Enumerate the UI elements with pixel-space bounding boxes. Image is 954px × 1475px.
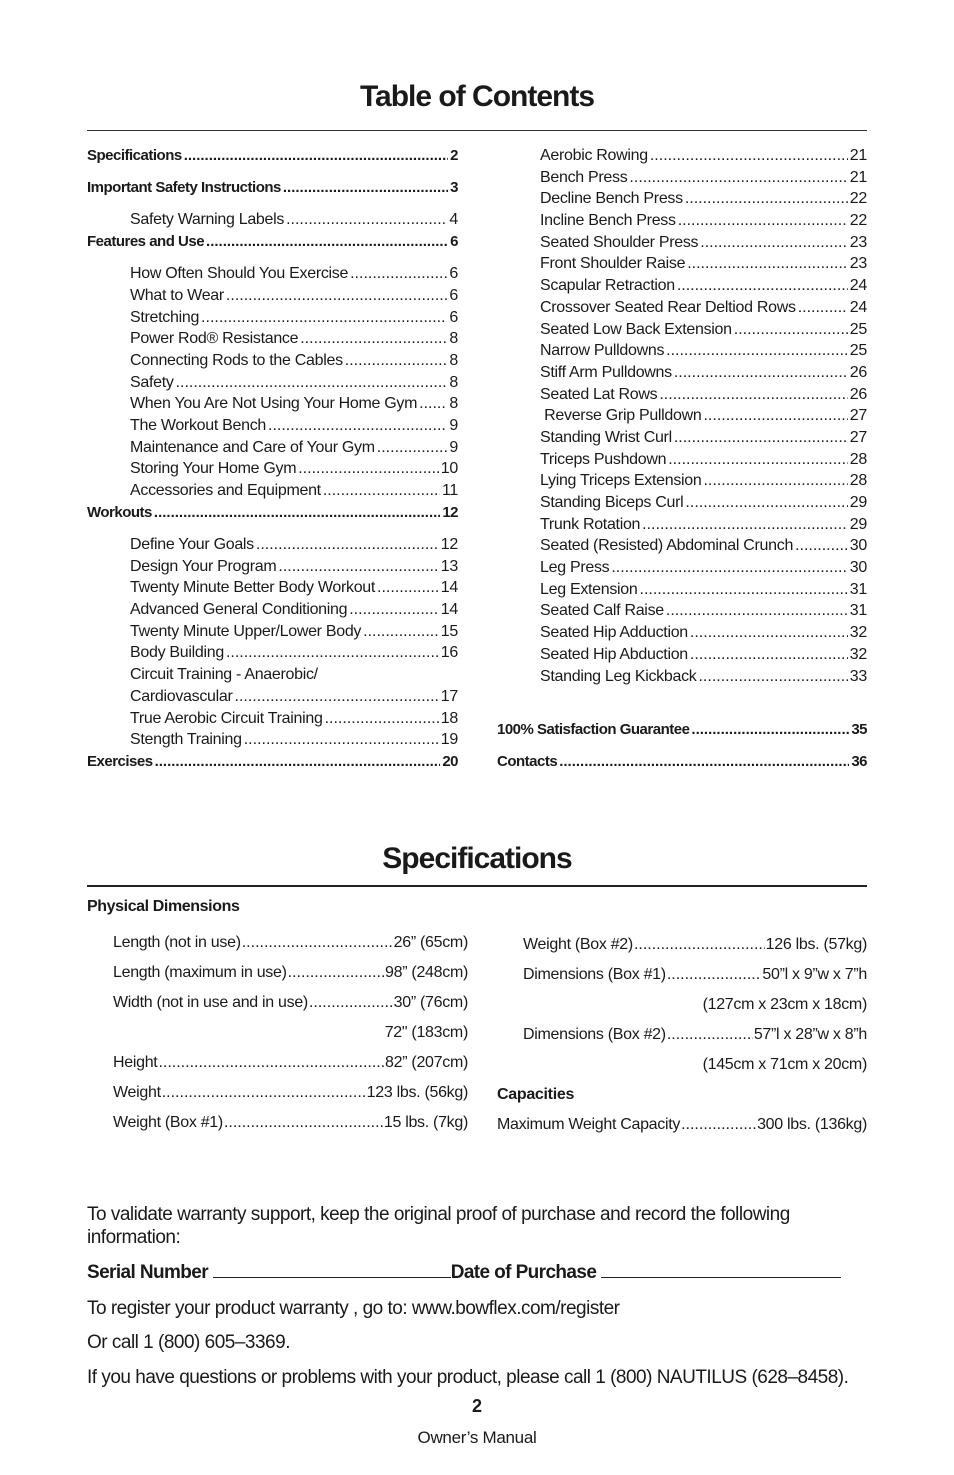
toc-entry[interactable] <box>87 415 458 437</box>
toc-leader-dots <box>419 393 447 415</box>
toc-entry-label: Reverse Grip Pulldown <box>540 407 702 425</box>
toc-entry-label: Leg Press <box>540 559 610 577</box>
spec-row <box>497 960 867 990</box>
toc-entry-label: Exercises <box>87 752 153 770</box>
toc-entry-page: 31 <box>849 580 867 598</box>
toc-entry[interactable] <box>497 492 867 514</box>
toc-leader-dots <box>690 622 848 644</box>
toc-entry-label: 100% Satisfaction Guarantee <box>497 721 690 739</box>
toc-entry-label: Storing Your Home Gym <box>130 460 297 478</box>
toc-leader-dots <box>206 231 448 253</box>
toc-entry-label: Standing Wrist Curl <box>540 428 672 446</box>
toc-entry[interactable] <box>87 556 458 578</box>
toc-entry[interactable] <box>497 751 867 773</box>
toc-leader-dots <box>666 340 848 362</box>
toc-entry-label: Scapular Retraction <box>540 277 675 295</box>
toc-leader-dots <box>690 644 848 666</box>
toc-entry[interactable] <box>497 145 867 167</box>
toc-entry-label: Maintenance and Care of Your Gym <box>130 438 375 456</box>
toc-entry[interactable] <box>497 384 867 406</box>
toc-entry[interactable] <box>87 177 458 199</box>
toc-leader-dots <box>298 458 439 480</box>
toc-entry[interactable] <box>87 372 458 394</box>
toc-leader-dots <box>691 719 849 741</box>
spec-value: 123 lbs. (56kg) <box>366 1084 468 1101</box>
toc-entry-label: Circuit Training - Anaerobic/ <box>130 666 318 684</box>
toc-entry-page: 8 <box>449 352 458 369</box>
toc-entry[interactable] <box>497 644 867 666</box>
spec-row <box>497 1050 867 1080</box>
spec-value: 50”l x 9”w x 7”h <box>762 966 867 983</box>
spec-leader-dots <box>309 988 393 1018</box>
toc-entry-label: When You Are Not Using Your Home Gym <box>130 395 418 413</box>
toc-entry-page: 9 <box>449 438 458 456</box>
toc-entry-page: 11 <box>441 482 458 500</box>
toc-leader-dots <box>201 307 447 329</box>
spec-row <box>497 930 867 960</box>
toc-leader-dots <box>377 577 439 599</box>
toc-entry[interactable] <box>87 708 458 730</box>
toc-leader-dots <box>668 449 848 471</box>
toc-entry[interactable] <box>497 579 867 601</box>
spec-leader-dots <box>224 1108 383 1138</box>
toc-entry-label: Seated Hip Adduction <box>540 624 688 642</box>
toc-entry-page: 6 <box>449 265 458 283</box>
toc-entry-label: Contacts <box>497 753 558 771</box>
spec-leader-dots <box>634 930 765 960</box>
toc-entry-label: Accessories and Equipment <box>130 482 321 500</box>
toc-entry-page: 9 <box>449 417 458 435</box>
toc-entry-page: 26 <box>849 363 867 381</box>
spec-leader-dots <box>288 958 384 988</box>
toc-entry-label: Body Building <box>130 644 224 662</box>
toc-entry-page: 16 <box>440 644 458 662</box>
specs-left-column <box>113 928 468 1138</box>
toc-leader-dots <box>268 415 447 437</box>
spec-leader-dots <box>242 928 393 958</box>
toc-entry[interactable] <box>87 577 458 599</box>
toc-leader-dots <box>283 177 448 199</box>
toc-entry[interactable] <box>87 480 458 502</box>
spec-row <box>113 1108 468 1138</box>
toc-entry[interactable] <box>497 600 867 622</box>
toc-entry[interactable] <box>497 340 867 362</box>
toc-entry-label: Seated Hip Abduction <box>540 645 688 663</box>
toc-entry-label: Seated Shoulder Press <box>540 233 699 251</box>
serial-date-line <box>87 1262 841 1284</box>
toc-leader-dots <box>700 232 848 254</box>
toc-entry-page: 4 <box>449 211 458 229</box>
toc-spacer <box>497 741 867 752</box>
date-of-purchase-label: Date of Purchase <box>450 1262 597 1283</box>
toc-entry[interactable] <box>87 393 458 415</box>
toc-entry[interactable] <box>87 599 458 621</box>
toc-entry-label: Features and Use <box>87 233 205 251</box>
toc-entry-page: 12 <box>442 503 458 521</box>
spec-row <box>113 958 468 988</box>
toc-entry-label: What to Wear <box>130 286 224 304</box>
toc-entry-label: Define Your Goals <box>130 536 254 553</box>
toc-entry-page: 26 <box>849 385 867 403</box>
spec-label: Width (not in use and in use) <box>113 994 308 1011</box>
spec-row <box>113 1078 468 1108</box>
spec-row <box>113 1048 468 1078</box>
toc-leader-dots <box>798 297 848 319</box>
spec-value: 57”l x 28”w x 8”h <box>753 1026 867 1043</box>
toc-leader-dots <box>703 470 847 492</box>
toc-leader-dots <box>678 210 848 232</box>
toc-leader-dots <box>666 600 848 622</box>
toc-entry[interactable] <box>497 253 867 275</box>
spec-leader-dots <box>667 1020 753 1050</box>
toc-entry[interactable] <box>87 437 458 459</box>
page-number: 2 <box>471 1396 482 1416</box>
toc-entry-page: 20 <box>442 752 458 770</box>
toc-entry-page: 29 <box>849 494 867 511</box>
toc-entry-page: 23 <box>849 255 867 273</box>
toc-entry-label: Safety Warning Labels <box>130 211 285 229</box>
specs-title: Specifications <box>382 842 572 875</box>
warranty-intro: To validate warranty support, keep the original proof of purchase and record the following information: <box>87 1204 790 1248</box>
toc-leader-dots <box>685 188 848 210</box>
toc-entry-label: Leg Extension <box>540 580 638 598</box>
toc-leader-dots <box>795 535 848 557</box>
toc-entry[interactable] <box>497 557 867 579</box>
spec-leader-dots <box>667 960 762 990</box>
capacities-heading: Capacities <box>497 1086 575 1103</box>
toc-leader-dots <box>703 405 847 427</box>
toc-leader-dots <box>155 751 441 773</box>
toc-entry[interactable] <box>87 263 458 285</box>
toc-entry-label: Twenty Minute Better Body Workout <box>130 579 376 597</box>
toc-entry-label: Twenty Minute Upper/Lower Body <box>130 622 362 640</box>
toc-leader-dots <box>640 579 848 601</box>
toc-entry-label: Advanced General Conditioning <box>130 601 348 619</box>
toc-entry[interactable] <box>497 666 867 688</box>
toc-entry-page: 14 <box>440 579 458 597</box>
toc-leader-dots <box>677 275 848 297</box>
toc-leader-dots <box>278 556 438 578</box>
toc-entry-label: Safety <box>130 373 174 391</box>
specs-rule <box>87 885 867 887</box>
toc-leader-dots <box>154 502 440 524</box>
spec-row <box>113 988 468 1018</box>
toc-entry-label: Standing Biceps Curl <box>540 494 684 511</box>
toc-entry-page: 8 <box>449 395 458 413</box>
toc-leader-dots <box>325 708 439 730</box>
footer-text: Owner’s Manual <box>417 1428 537 1447</box>
toc-entry-page: 27 <box>849 428 867 446</box>
spec-value: 30” (76cm) <box>393 994 468 1011</box>
toc-entry-page: 17 <box>440 687 458 705</box>
toc-leader-dots <box>256 534 439 556</box>
toc-entry-label: Workouts <box>87 503 152 521</box>
toc-entry-label: Connecting Rods to the Cables <box>130 352 343 369</box>
toc-entry[interactable] <box>497 427 867 449</box>
spec-value: 15 lbs. (7kg) <box>383 1114 468 1131</box>
toc-entry[interactable] <box>87 502 458 524</box>
spec-label: Weight (Box #1) <box>113 1114 223 1131</box>
toc-entry-label: Decline Bench Press <box>540 190 683 208</box>
toc-entry-label: True Aerobic Circuit Training <box>130 709 323 727</box>
toc-entry[interactable] <box>87 285 458 307</box>
toc-leader-dots <box>350 263 447 285</box>
toc-entry[interactable] <box>87 686 458 708</box>
toc-entry-page: 28 <box>849 472 867 490</box>
toc-entry-label: Standing Leg Kickback <box>540 667 697 685</box>
toc-leader-dots <box>377 437 448 459</box>
spec-label: Weight <box>113 1084 161 1101</box>
toc-leader-dots <box>226 285 447 307</box>
spec-leader-dots <box>162 1078 366 1108</box>
toc-spacer <box>87 524 458 535</box>
toc-entry-label: The Workout Bench <box>130 417 267 435</box>
toc-spacer <box>87 167 458 178</box>
questions-text: If you have questions or problems with your product, please call 1 (800) NAUTILUS (628–8458). <box>87 1367 849 1388</box>
toc-entry[interactable] <box>87 145 458 167</box>
toc-leader-dots <box>286 209 447 231</box>
toc-leader-dots <box>734 319 848 341</box>
toc-entry-label: Important Safety Instructions <box>87 179 281 197</box>
spec-value: 82” (207cm) <box>385 1054 468 1071</box>
toc-entry-page: 6 <box>449 308 458 326</box>
toc-leader-dots <box>611 557 847 579</box>
spec-value: 98” (248cm) <box>385 964 468 981</box>
spec-value: 26” (65cm) <box>393 934 468 951</box>
toc-title: Table of Contents <box>359 80 595 113</box>
toc-entry-label: Triceps Pushdown <box>540 450 667 468</box>
toc-entry-label: Stiff Arm Pulldowns <box>540 363 672 381</box>
toc-entry-label: Front Shoulder Raise <box>540 255 686 273</box>
spec-value: 300 lbs. (136kg) <box>757 1116 867 1133</box>
register-text: To register your product warranty , go to: www.bowflex.com/register <box>87 1298 620 1319</box>
toc-entry[interactable] <box>87 729 458 751</box>
toc-entry-page: 10 <box>440 460 458 478</box>
toc-left-column <box>87 145 458 773</box>
date-of-purchase-blank <box>601 1263 841 1278</box>
spec-leader-dots <box>158 1048 384 1078</box>
toc-leader-dots <box>345 350 448 372</box>
spec-value: 72" (183cm) <box>384 1024 468 1041</box>
toc-entry-page: 24 <box>849 298 867 316</box>
toc-entry-page: 24 <box>849 277 867 295</box>
toc-entry[interactable] <box>497 535 867 557</box>
toc-entry-page: 30 <box>849 559 867 577</box>
toc-entry[interactable] <box>87 621 458 643</box>
spec-label: Dimensions (Box #2) <box>523 1026 666 1043</box>
toc-leader-dots <box>349 599 439 621</box>
manual-page <box>87 0 867 1475</box>
toc-entry[interactable] <box>497 210 867 232</box>
toc-entry-label: Specifications <box>87 147 182 164</box>
toc-entry-page: 22 <box>849 190 867 208</box>
toc-entry-page: 8 <box>449 373 458 391</box>
toc-entry-page: 18 <box>440 709 458 727</box>
toc-leader-dots <box>363 621 439 643</box>
toc-entry[interactable] <box>497 622 867 644</box>
toc-entry-label: How Often Should You Exercise <box>130 265 349 283</box>
toc-entry-page: 6 <box>449 286 458 304</box>
toc-entry[interactable] <box>87 231 458 253</box>
toc-entry-label: Incline Bench Press <box>540 212 676 230</box>
toc-entry-label: Seated (Resisted) Abdominal Crunch <box>540 537 794 555</box>
toc-entry[interactable] <box>497 470 867 492</box>
serial-number-blank <box>213 1263 451 1278</box>
spec-value: (127cm x 23cm x 18cm) <box>702 996 867 1013</box>
spec-row <box>113 928 468 958</box>
toc-entry[interactable] <box>87 458 458 480</box>
toc-entry[interactable] <box>497 362 867 384</box>
spec-label: Dimensions (Box #1) <box>523 966 666 983</box>
toc-entry-page: 35 <box>851 721 867 739</box>
toc-entry[interactable] <box>497 719 867 741</box>
toc-leader-dots <box>629 167 847 189</box>
toc-leader-dots <box>300 328 447 350</box>
toc-entry-label: Bench Press <box>540 168 628 186</box>
toc-leader-dots <box>685 492 847 514</box>
toc-entry-page: 29 <box>849 515 867 533</box>
toc-entry[interactable] <box>87 350 458 372</box>
toc-entry-page: 31 <box>849 602 867 620</box>
toc-entry-label: Power Rod® Resistance <box>130 330 299 348</box>
toc-entry[interactable] <box>87 534 458 556</box>
toc-entry-page: 22 <box>849 212 867 230</box>
toc-rule <box>87 130 867 131</box>
toc-entry[interactable] <box>497 188 867 210</box>
toc-leader-dots <box>235 686 439 708</box>
toc-entry-page: 25 <box>849 342 867 360</box>
toc-entry-label: Stretching <box>130 308 200 326</box>
toc-leader-dots <box>176 372 448 394</box>
toc-entry-page: 21 <box>849 168 867 186</box>
toc-entry[interactable] <box>497 275 867 297</box>
spec-row <box>497 1110 867 1140</box>
toc-leader-dots <box>323 480 440 502</box>
toc-entry-page: 15 <box>440 622 458 640</box>
toc-entry-page: 19 <box>440 731 458 749</box>
toc-entry[interactable] <box>497 297 867 319</box>
toc-entry-page: 21 <box>849 147 867 164</box>
toc-entry-page: 36 <box>851 753 867 771</box>
toc-entry[interactable] <box>497 514 867 536</box>
toc-entry-label: Design Your Program <box>130 557 277 575</box>
spec-label: Length (maximum in use) <box>113 964 287 981</box>
toc-entry-page: 27 <box>849 407 867 425</box>
spec-row <box>497 990 867 1020</box>
toc-entry[interactable] <box>87 328 458 350</box>
toc-leader-dots <box>226 642 439 664</box>
spec-leader-dots <box>681 1110 756 1140</box>
toc-entry[interactable] <box>87 642 458 664</box>
toc-entry-label: Seated Low Back Extension <box>540 320 732 338</box>
toc-entry[interactable] <box>87 307 458 329</box>
toc-spacer <box>497 687 867 719</box>
toc-leader-dots <box>674 427 848 449</box>
toc-leader-dots <box>687 253 848 275</box>
toc-entry-page: 12 <box>440 536 458 553</box>
toc-leader-dots <box>698 666 847 688</box>
spec-label: Maximum Weight Capacity <box>497 1116 681 1133</box>
toc-entry-label: Crossover Seated Rear Deltiod Rows <box>540 298 796 316</box>
spec-label: Height <box>113 1054 158 1071</box>
toc-entry-page: 25 <box>849 320 867 338</box>
toc-entry[interactable] <box>497 167 867 189</box>
toc-entry-label: Seated Lat Rows <box>540 385 658 403</box>
toc-entry-page: 23 <box>849 233 867 251</box>
toc-entry-page: 32 <box>849 624 867 642</box>
toc-leader-dots <box>642 514 848 536</box>
toc-entry-page: 14 <box>440 601 458 619</box>
toc-right-column <box>497 145 867 773</box>
toc-entry-label: Stength Training <box>130 731 242 749</box>
physical-dimensions-heading: Physical Dimensions <box>87 898 240 915</box>
toc-entry-label: Lying Triceps Extension <box>540 472 702 490</box>
toc-entry[interactable] <box>497 232 867 254</box>
toc-entry-page: 32 <box>849 645 867 663</box>
toc-entry-label: Narrow Pulldowns <box>540 342 665 360</box>
spec-value: (145cm x 71cm x 20cm) <box>702 1056 867 1073</box>
spec-value: 126 lbs. (57kg) <box>765 936 867 953</box>
spec-label: Weight (Box #2) <box>523 936 633 953</box>
toc-entry-page: 13 <box>440 557 458 575</box>
toc-entry[interactable] <box>497 319 867 341</box>
toc-leader-dots <box>559 751 849 773</box>
toc-entry-page: 2 <box>450 147 458 164</box>
toc-spacer <box>87 253 458 264</box>
toc-leader-dots <box>244 729 439 751</box>
spec-label: Length (not in use) <box>113 934 241 951</box>
toc-leader-dots <box>659 384 847 406</box>
toc-entry-page: 3 <box>450 179 458 197</box>
toc-spacer <box>87 199 458 210</box>
toc-leader-dots <box>184 145 448 167</box>
call-text: Or call 1 (800) 605–3369. <box>87 1332 290 1353</box>
toc-leader-dots <box>650 145 848 167</box>
toc-entry-page: 6 <box>450 233 458 251</box>
toc-entry[interactable] <box>87 209 458 231</box>
toc-entry-page: 8 <box>449 330 458 348</box>
toc-entry[interactable] <box>497 405 867 427</box>
toc-entry[interactable] <box>87 664 458 686</box>
serial-number-label: Serial Number <box>87 1262 209 1283</box>
toc-entry-page: 30 <box>849 537 867 555</box>
toc-entry[interactable] <box>497 449 867 471</box>
toc-entry-label: Cardiovascular <box>130 687 233 705</box>
toc-leader-dots <box>674 362 848 384</box>
toc-entry-label: Aerobic Rowing <box>540 147 648 164</box>
specs-right-column <box>497 930 867 1140</box>
toc-entry-label: Seated Calf Raise <box>540 602 664 620</box>
spec-row <box>497 1020 867 1050</box>
toc-entry-page: 33 <box>849 667 867 685</box>
toc-entry-label: Trunk Rotation <box>540 515 641 533</box>
toc-entry-page: 28 <box>849 450 867 468</box>
toc-entry[interactable] <box>87 751 458 773</box>
spec-row <box>113 1018 468 1048</box>
